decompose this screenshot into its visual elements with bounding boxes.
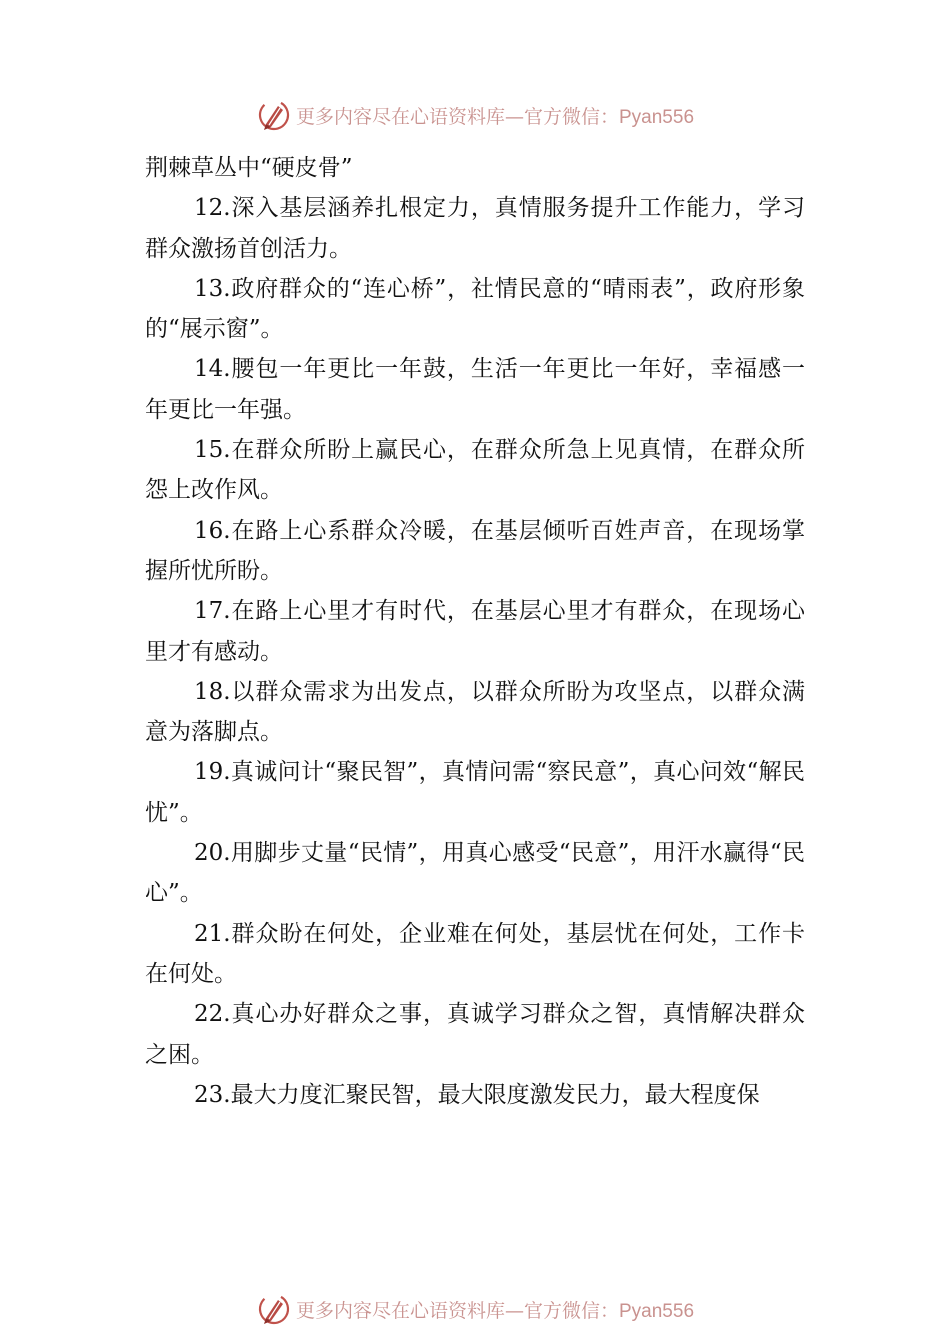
paragraph: 19.真诚问计“聚民智”，真情问需“察民意”，真心问效“解民忧”。 — [145, 759, 805, 826]
paragraph: 21.群众盼在何处，企业难在何处，基层忧在何处，工作卡在何处。 — [145, 920, 805, 987]
pen-nib-logo-icon — [256, 97, 292, 133]
paragraph: 14.腰包一年更比一年鼓，生活一年更比一年好，幸福感一年更比一年强。 — [145, 356, 805, 423]
paragraph: 13.政府群众的“连心桥”，社情民意的“晴雨表”，政府形象的“展示窗”。 — [145, 275, 805, 343]
paragraph: 20.用脚步丈量“民情”，用真心感受“民意”，用汗水赢得“民心”。 — [145, 840, 805, 907]
footer-text: 更多内容尽在心语资料库—官方微信：Pyan556 — [295, 1299, 695, 1322]
paragraph: 22.真心办好群众之事，真诚学习群众之智，真情解决群众之困。 — [145, 1001, 805, 1068]
paragraph: 荆棘草丛中“硬皮骨” — [145, 155, 353, 181]
paragraph: 18.以群众需求为出发点，以群众所盼为攻坚点，以群众满意为落脚点。 — [145, 678, 805, 746]
pen-nib-logo-icon — [256, 1291, 292, 1327]
page-footer-banner — [0, 1289, 950, 1329]
page-header-banner — [0, 95, 950, 135]
paragraph: 15.在群众所盼上赢民心，在群众所急上见真情，在群众所怨上改作风。 — [145, 437, 805, 504]
footer-wechat-handle: Pyan556 — [619, 1300, 695, 1322]
header-wechat-handle: Pyan556 — [619, 106, 695, 128]
document-body — [145, 148, 805, 1115]
paragraph: 17.在路上心里才有时代，在基层心里才有群众，在现场心里才有感动。 — [145, 598, 805, 665]
paragraph: 23.最大力度汇聚民智，最大限度激发民力，最大程度保 — [194, 1081, 760, 1108]
header-text: 更多内容尽在心语资料库—官方微信：Pyan556 — [295, 105, 695, 128]
paragraph: 16.在路上心系群众冷暖，在基层倾听百姓声音，在现场掌握所忧所盼。 — [145, 517, 805, 584]
paragraph: 12.深入基层涵养扎根定力，真情服务提升工作能力，学习群众激扬首创活力。 — [145, 195, 805, 262]
